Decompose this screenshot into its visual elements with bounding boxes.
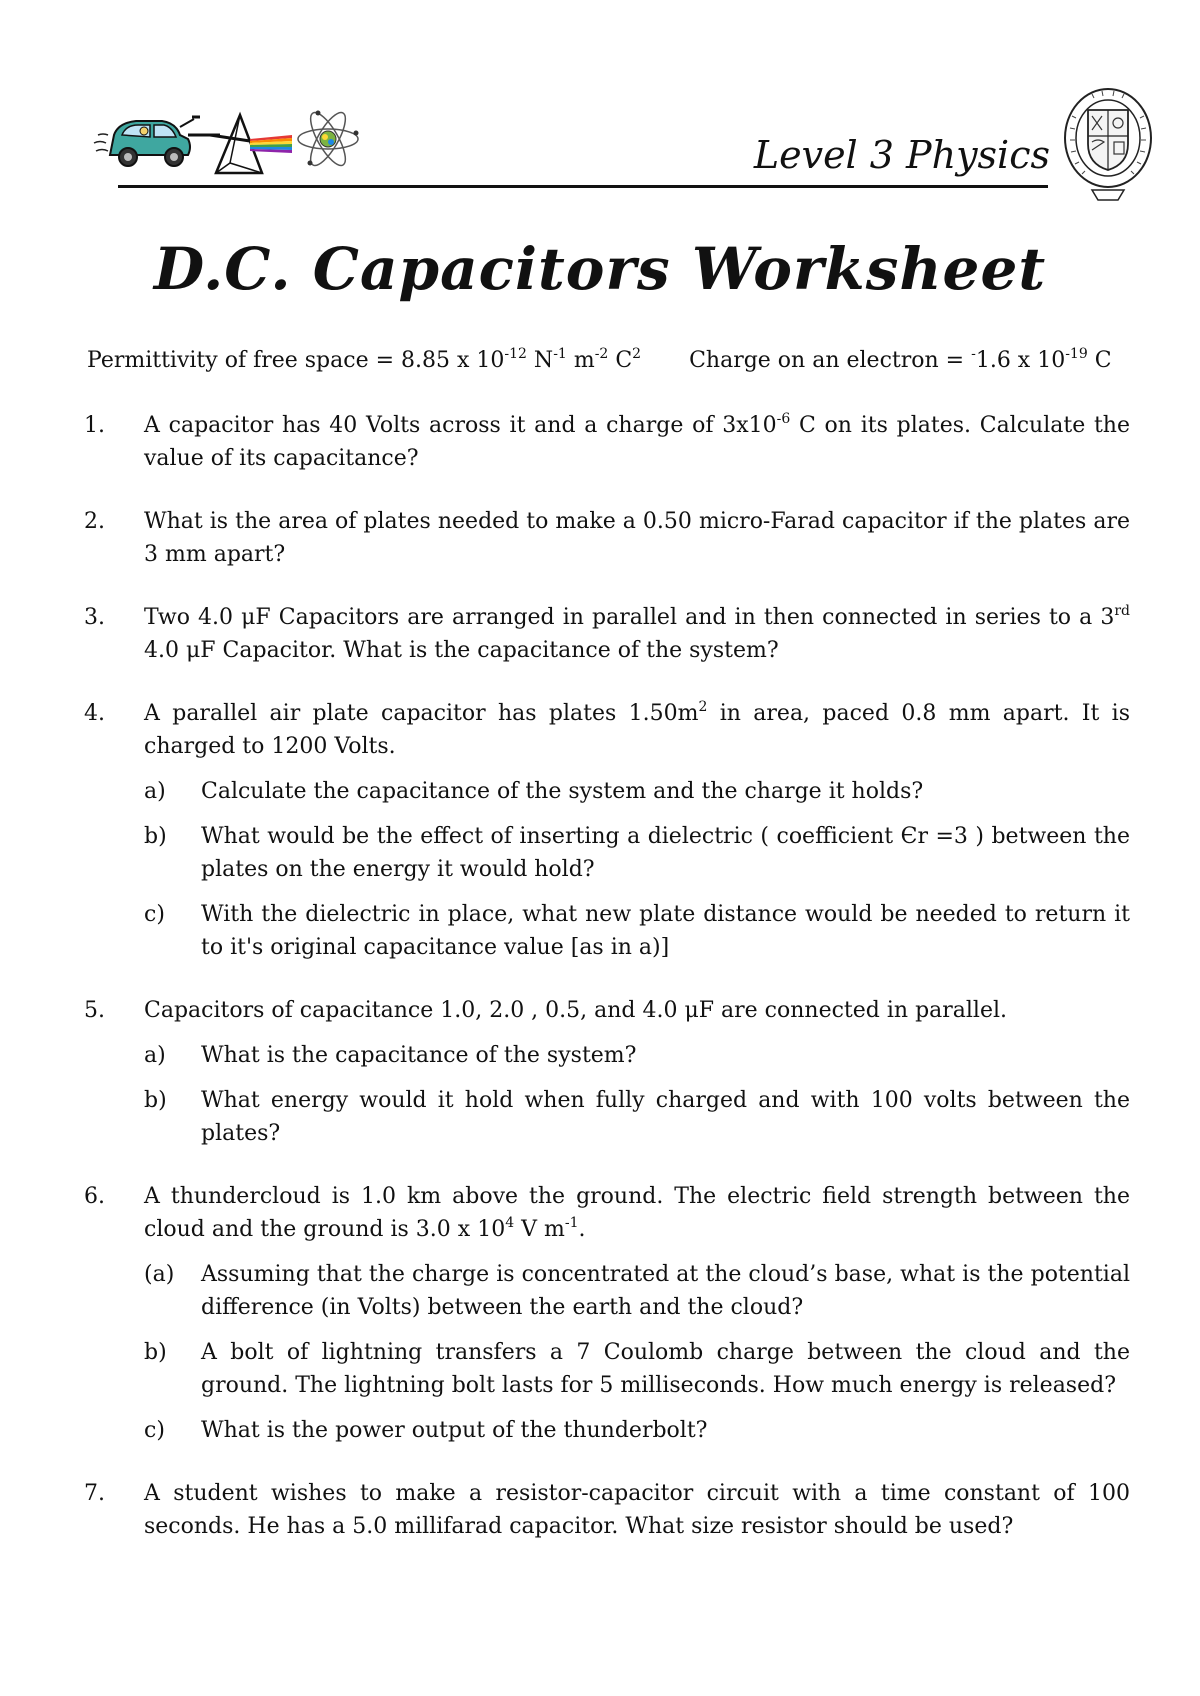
sub-question-6b — [144, 1336, 1130, 1402]
atom-icon — [298, 108, 359, 170]
worksheet-title: D.C. Capacitors Worksheet — [153, 235, 1047, 303]
question-text: Two 4.0 μF Capacitors are arranged in parallel and in then connected in series to a 3rd 4.0 μF Capacitor. What is the capacitance of the system? — [144, 603, 1130, 663]
sub-question-label: c) — [144, 902, 165, 927]
sub-question-4b — [144, 820, 1130, 886]
level-title: Level 3 Physics — [753, 133, 1050, 177]
prism-icon — [210, 115, 292, 173]
header-divider — [118, 185, 1048, 188]
sub-question-text: What is the power output of the thunderbolt? — [201, 1418, 708, 1443]
sub-question-label: b) — [144, 1088, 167, 1113]
sub-question-5b — [144, 1084, 1130, 1150]
sub-question-text: Assuming that the charge is concentrated at the cloud’s base, what is the potential difference (in Volts) between the earth and the cloud? — [201, 1262, 1130, 1320]
sub-question-text: What energy would it hold when fully charged and with 100 volts between the plates? — [201, 1088, 1130, 1146]
school-crest-icon — [1062, 86, 1154, 204]
sub-question-6a — [144, 1258, 1130, 1324]
sub-question-label: b) — [144, 1340, 167, 1365]
sub-question-4a — [144, 775, 1130, 808]
physical-constants — [87, 348, 1137, 374]
sub-question-label: b) — [144, 824, 167, 849]
sub-question-label: (a) — [144, 1262, 175, 1287]
sub-question-6c — [144, 1414, 1130, 1447]
question-1 — [84, 409, 1130, 475]
question-number: 6. — [84, 1184, 105, 1209]
sub-question-text: A bolt of lightning transfers a 7 Coulomb charge between the cloud and the ground. The lightning bolt lasts for 5 milliseconds. How much energy is released? — [201, 1340, 1130, 1398]
question-number: 1. — [84, 413, 105, 438]
question-text: Capacitors of capacitance 1.0, 2.0 , 0.5, and 4.0 μF are connected in parallel. — [144, 998, 1008, 1023]
sub-question-text: With the dielectric in place, what new plate distance would be needed to return it to it's original capacitance value [as in a)] — [201, 902, 1130, 960]
sub-question-label: c) — [144, 1418, 165, 1443]
question-7 — [84, 1477, 1130, 1543]
question-text: What is the area of plates needed to make a 0.50 micro-Farad capacitor if the plates are 3 mm apart? — [144, 509, 1130, 567]
sub-question-5a — [144, 1039, 1130, 1072]
question-text: A parallel air plate capacitor has plates $1.50m^2$ in area, paced 0.8 mm apart. It is charged to 1200 Volts. — [144, 699, 1131, 759]
sub-question-label: a) — [144, 1043, 166, 1068]
question-number: 4. — [84, 701, 105, 726]
sub-question-text: What would be the effect of inserting a dielectric ( coefficient Єr =3 ) between the plates on the energy it would hold? — [201, 824, 1130, 882]
question-6 — [84, 1180, 1130, 1447]
question-text: A thundercloud is 1.0 km above the ground. The electric field strength between the cloud and the ground is 3.0 x $10^4$ V $m^{-1}$. — [144, 1184, 1130, 1242]
sub-question-label: a) — [144, 779, 166, 804]
question-number: 7. — [84, 1481, 105, 1506]
electron-charge-constant: Charge on an electron = -1.6 x $10^{-19}$ C — [689, 346, 1112, 373]
question-5 — [84, 994, 1130, 1150]
question-number: 2. — [84, 509, 105, 534]
question-3 — [84, 601, 1130, 667]
question-number: 5. — [84, 998, 105, 1023]
question-number: 3. — [84, 605, 105, 630]
sub-question-text: What is the capacitance of the system? — [201, 1043, 637, 1068]
page-header — [0, 0, 1200, 220]
physics-clipart-icon — [92, 105, 372, 177]
permittivity-constant: Permittivity of free space = 8.85 x $10^{-12}$ $N^{-1}$ $m^{-2}$ $C^2$ — [87, 346, 642, 373]
question-text: A student wishes to make a resistor-capacitor circuit with a time constant of 100 seconds. He has a 5.0 millifarad capacitor. What size resistor should be used? — [144, 1481, 1130, 1539]
question-list — [84, 409, 1130, 1573]
sub-question-text: Calculate the capacitance of the system and the charge it holds? — [201, 779, 924, 804]
car-icon — [110, 117, 200, 166]
question-4 — [84, 697, 1130, 964]
sub-question-4c — [144, 898, 1130, 964]
question-2 — [84, 505, 1130, 571]
question-text: A capacitor has 40 Volts across it and a charge of $3x10^{-6}$ C on its plates. Calculate the value of its capacitance? — [144, 411, 1130, 471]
